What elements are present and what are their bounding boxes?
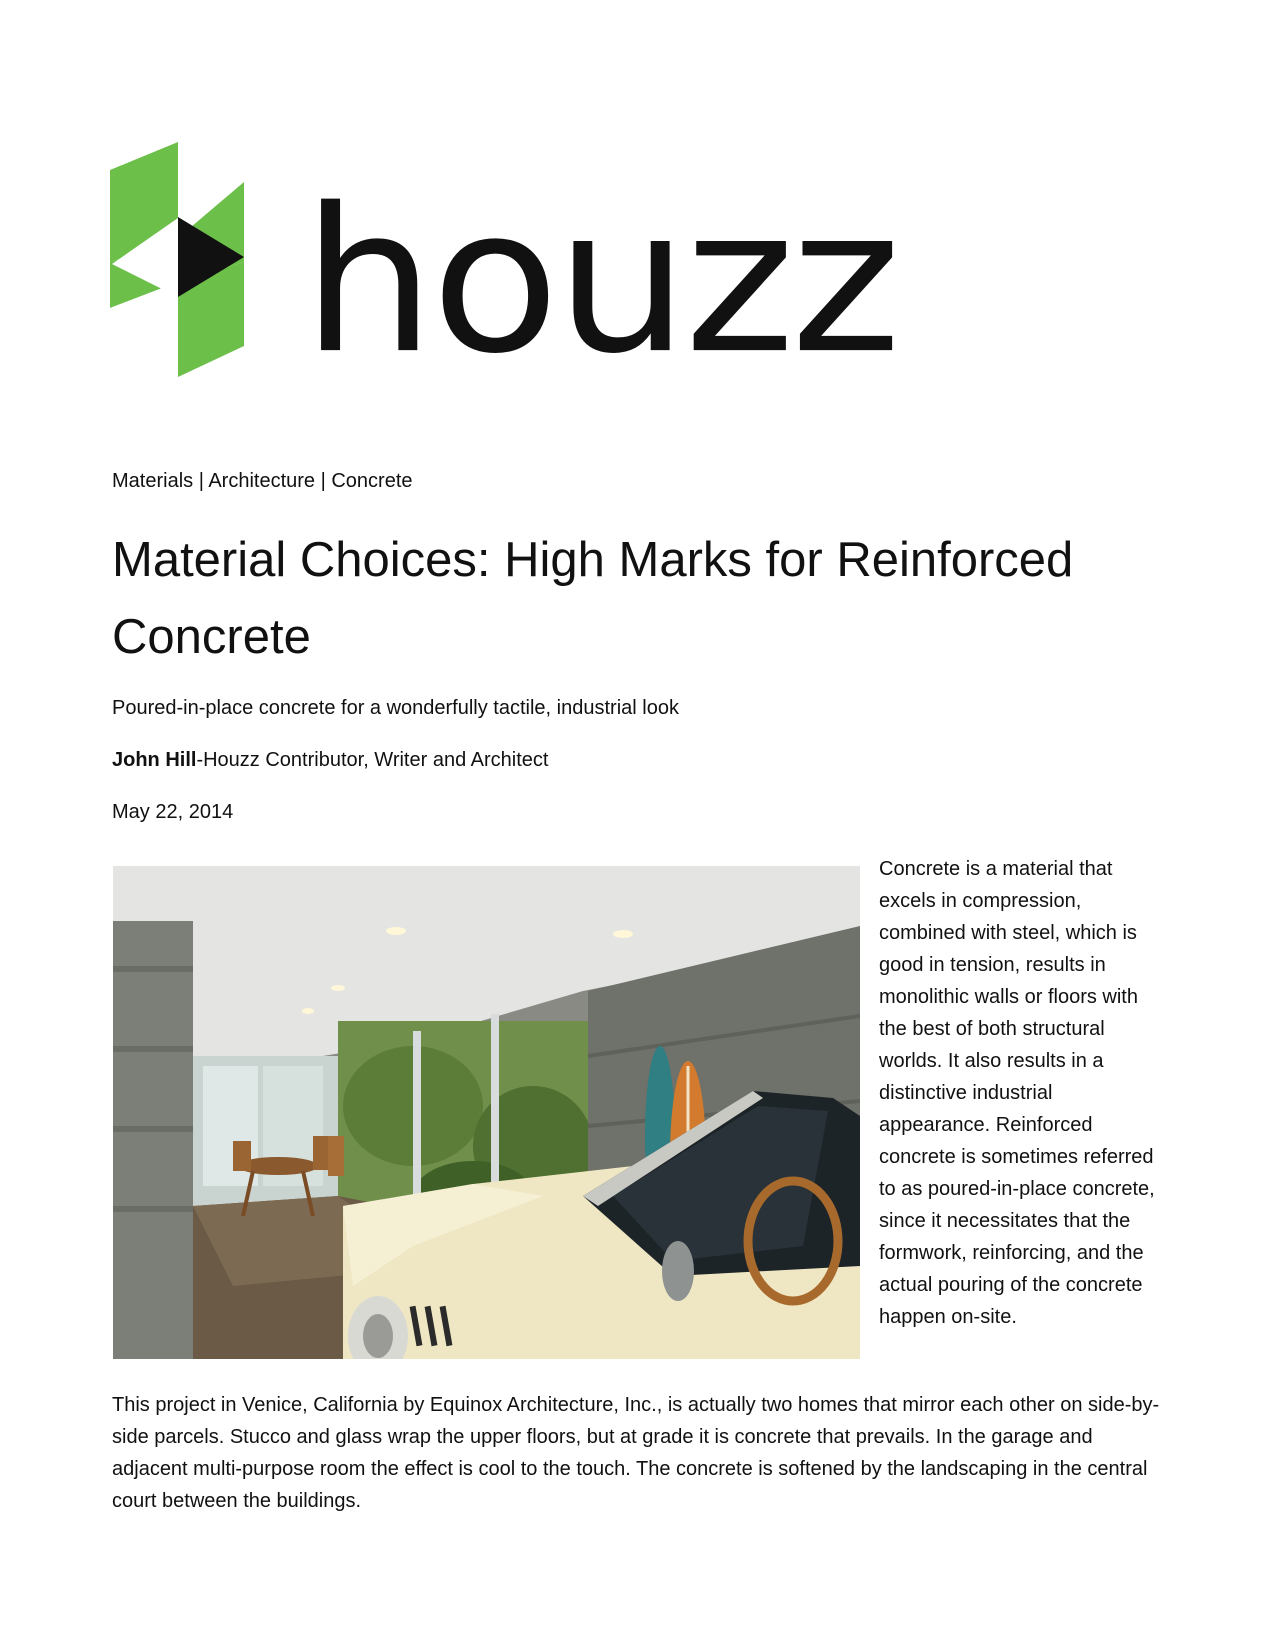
body-paragraph: This project in Venice, California by Equinox Architecture, Inc., is actually two homes that mirror each other on side-by-side parcels. Stucco and glass wrap the upper floors, but at grade it is concrete that prevails. In the garage and adjacent multi-purpose room the effect is cool to the touch. The concrete is softened by the landscaping in the central court between the buildings. [112, 1394, 1160, 1512]
author-name: John Hill [112, 749, 197, 771]
article-title: Material Choices: High Marks for Reinforced Concrete [112, 533, 1074, 664]
category-breadcrumb: Materials | Architecture | Concrete [112, 470, 413, 492]
author-role: -Houzz Contributor, Writer and Architect [196, 749, 549, 771]
author-byline [112, 749, 548, 772]
article-subtitle: Poured-in-place concrete for a wonderfully tactile, industrial look [112, 697, 679, 719]
article-photo [113, 866, 860, 1359]
sidebar-paragraph: Concrete is a material that excels in compression, combined with steel, which is good in tension, results in monolithic walls or floors with the best of both structural worlds. It also results in a distinctive industrial appearance. Reinforced concrete is sometimes referred to as poured-in-place concrete, since it necessitates that the formwork, reinforcing, and the actual pouring of the concrete happen on-site. [879, 858, 1155, 1328]
houzz-h-logo-icon [110, 142, 250, 377]
publish-date: May 22, 2014 [112, 801, 234, 823]
houzz-logo [110, 142, 898, 398]
houzz-wordmark: houzz [302, 164, 898, 398]
